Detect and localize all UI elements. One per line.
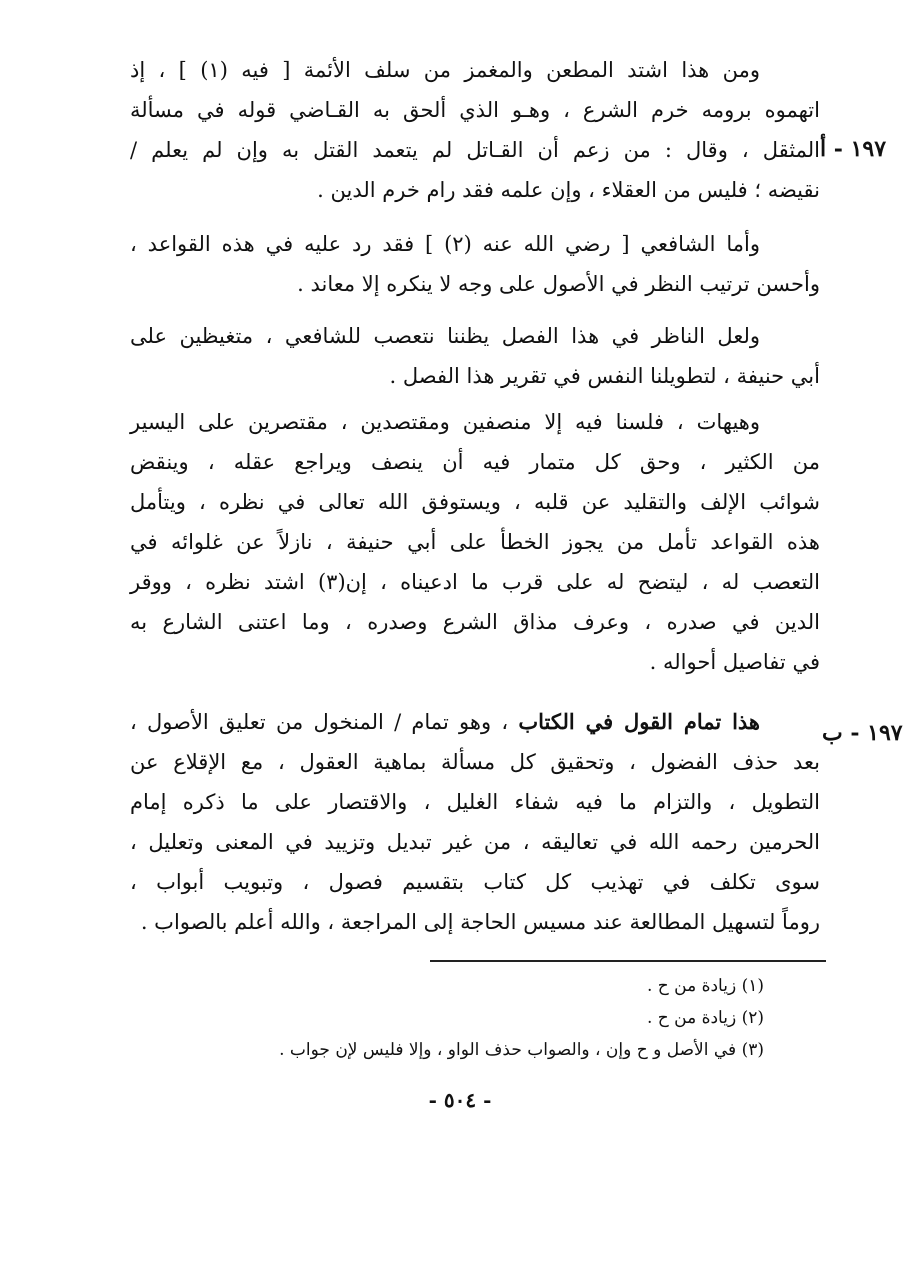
text-line: هذه القواعد تأمل من يجوز الخطأ على أبي حنيفة ، نازلاً عن غلوائه في	[130, 530, 820, 554]
text-line: في تفاصيل أحواله .	[649, 650, 820, 674]
text-line: وأما الشافعي [ رضي الله عنه (٢) ] فقد رد عليه في هذه القواعد ،	[130, 232, 760, 256]
footnote-1: (١) زيادة من ح .	[646, 976, 764, 996]
text-line: ولعل الناظر في هذا الفصل يظننا نتعصب للشافعي ، متغيظين على	[130, 324, 760, 348]
text-line: أبي حنيفة ، لتطويلنا النفس في تقرير هذا الفصل .	[389, 364, 820, 388]
text-line: سوى تكلف في تهذيب كل كتاب بتقسيم فصول ، وتبويب أبواب ،	[130, 870, 820, 894]
footnotes	[150, 970, 764, 1066]
text-line: نقيضه ؛ فليس من العقلاء ، وإن علمه فقد رام خرم الدين .	[317, 178, 820, 202]
text-line: وهيهات ، فلسنا فيه إلا منصفين ومقتصدين ، مقتصرين على اليسير	[130, 410, 760, 434]
text-line: المثقل ، وقال : من زعم أن القـاتل لم يتعمد القتل به وإن لم يعلم /	[130, 138, 820, 162]
footnote-separator	[430, 960, 826, 962]
text-line: وأحسن ترتيب النظر في الأصول على وجه لا ينكره إلا معاند .	[297, 272, 820, 296]
text-line: الدين في صدره ، وعرف مذاق الشرع وصدره ، وما اعتنى الشارع به	[130, 610, 820, 634]
text-line	[130, 702, 820, 742]
text-line: من الكثير ، وحق كل متمار فيه أن ينصف ويراجع عقله ، وينقض	[130, 450, 820, 474]
footnote-3: (٣) في الأصل و ح وإن ، والصواب حذف الواو ، وإلا فليس لإن جواب .	[279, 1040, 764, 1060]
text-line: الحرمين رحمه الله في تعاليقه ، من غير تبديل وتزييد في المعنى وتعليل ،	[130, 830, 820, 854]
text-line: التطويل ، والتزام ما فيه شفاء الغليل ، والاقتصار على ما ذكره إمام	[130, 790, 820, 814]
closing-heading: هذا تمام القول في الكتاب	[518, 709, 761, 734]
paragraph-2	[130, 224, 820, 304]
paragraph-5	[130, 702, 820, 942]
margin-note-folio-a: ١٩٧ - أ	[820, 136, 887, 162]
page-number: - ٥٠٤ -	[428, 1088, 492, 1112]
text-line: التعصب له ، ليتضح له على قرب ما ادعيناه ، إن(٣) اشتد نظره ، ووقر	[130, 570, 821, 594]
text-line: شوائب الإلف والتقليد عن قلبه ، ويستوفق الله تعالى في نظره ، ويتأمل	[130, 490, 820, 514]
closing-heading-rest: ، وهو تمام / المنخول من تعليق الأصول ،	[130, 710, 519, 734]
paragraph-1	[130, 50, 820, 210]
text-line: بعد حذف الفضول ، وتحقيق كل مسألة بماهية العقول ، مع الإقلاع عن	[130, 750, 820, 774]
paragraph-4	[130, 402, 820, 682]
footnote-2: (٢) زيادة من ح .	[646, 1008, 764, 1028]
margin-note-folio-b: ١٩٧ - ب	[822, 720, 903, 746]
text-line: ومن هذا اشتد المطعن والمغمز من سلف الأئمة [ فيه (١) ] ، إذ	[130, 58, 760, 82]
text-line: اتهموه برومه خرم الشرع ، وهـو الذي ألحق به القـاضي قوله في مسألة	[130, 98, 820, 122]
paragraph-3	[130, 316, 820, 396]
text-line: روماً لتسهيل المطالعة عند مسيس الحاجة إلى المراجعة ، والله أعلم بالصواب .	[140, 910, 820, 934]
